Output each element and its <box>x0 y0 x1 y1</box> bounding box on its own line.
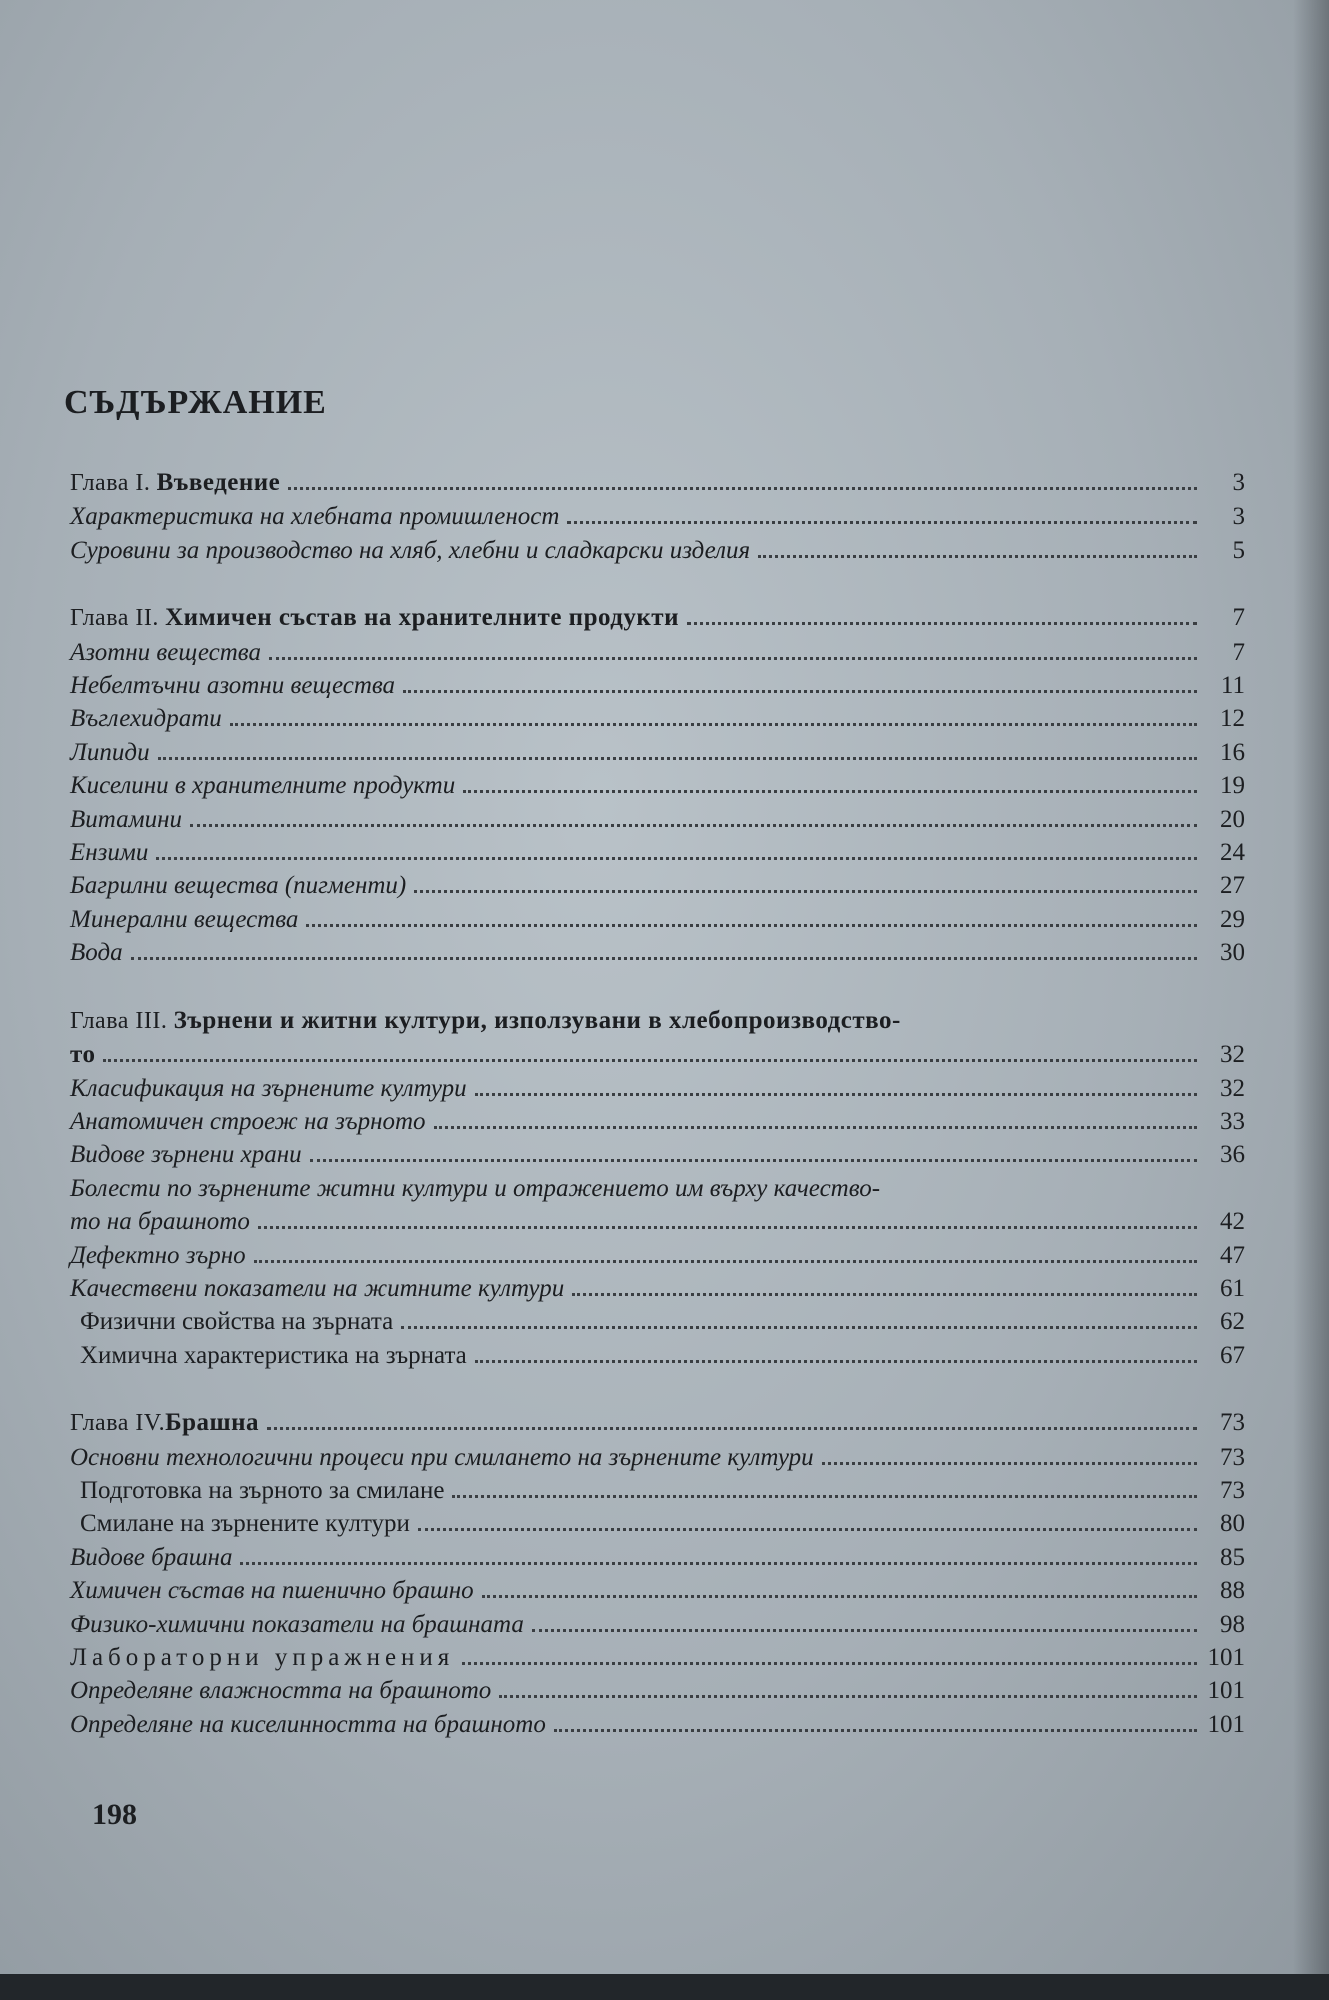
entry-title: Суровини за производство на хляб, хлебни и сладкарски изделия <box>70 536 751 564</box>
dot-leader <box>258 1226 1197 1229</box>
page-ref: 7 <box>1232 638 1245 666</box>
page-ref: 101 <box>1207 1710 1245 1738</box>
chapter-title: Брашна <box>165 1409 260 1437</box>
page-ref: 11 <box>1220 672 1245 700</box>
dot-leader <box>567 521 1197 524</box>
page-ref: 19 <box>1220 772 1245 800</box>
toc-entry <box>70 1441 1245 1474</box>
entry-title: Багрилни вещества (пигменти) <box>70 872 407 900</box>
entry-title: Класификация на зърнените култури <box>70 1074 467 1102</box>
page-ref: 62 <box>1220 1308 1245 1336</box>
page-ref: 3 <box>1232 503 1245 531</box>
entry-title: Азотни вещества <box>70 638 261 666</box>
dot-leader <box>240 1562 1197 1565</box>
chapter-heading <box>70 1406 1245 1440</box>
page-ref: 88 <box>1220 1577 1245 1605</box>
dot-leader <box>131 957 1197 960</box>
dot-leader <box>554 1729 1197 1732</box>
page-ref: 7 <box>1232 604 1245 632</box>
chapter-1-section <box>70 466 1245 567</box>
chapter-heading-continued <box>70 1038 1245 1071</box>
entry-title: Определяне на киселинността на брашното <box>70 1710 546 1738</box>
entry-title: Основни технологични процеси при смилането на зърнените култури <box>70 1443 814 1471</box>
page-ref: 101 <box>1207 1677 1245 1705</box>
chapter-heading <box>70 601 1245 635</box>
toc-entry <box>70 669 1245 702</box>
page-ref: 73 <box>1220 1476 1245 1504</box>
table-of-contents <box>70 466 1245 1775</box>
chapter-3-section <box>70 1004 1245 1372</box>
entry-title: Физични свойства на зърната <box>80 1308 394 1336</box>
toc-entry <box>70 1339 1245 1372</box>
page-ref: 61 <box>1220 1274 1245 1302</box>
toc-entry <box>70 836 1245 869</box>
entry-title: Химична характеристика на зърната <box>80 1341 467 1369</box>
dot-leader <box>103 1059 1197 1062</box>
dot-leader <box>158 757 1197 760</box>
page-ref: 20 <box>1220 805 1245 833</box>
toc-entry <box>70 1305 1245 1338</box>
toc-entry <box>70 1239 1245 1272</box>
chapter-label: Глава IV. <box>70 1410 166 1437</box>
chapter-label: Глава I. <box>70 470 151 496</box>
page-ref: 24 <box>1220 839 1245 867</box>
dot-leader <box>403 690 1197 693</box>
toc-entry <box>70 500 1245 533</box>
page-ref: 47 <box>1220 1241 1245 1269</box>
chapter-label: Глава III. <box>70 1007 168 1034</box>
chapter-heading <box>70 1004 1245 1038</box>
entry-title: Лабораторни упражнения <box>70 1644 455 1671</box>
page-ref: 42 <box>1220 1208 1245 1236</box>
dot-leader <box>306 924 1197 927</box>
page-ref: 73 <box>1220 1443 1245 1471</box>
page-ref: 12 <box>1220 705 1245 733</box>
chapter-2-section <box>70 601 1245 969</box>
toc-entry <box>70 1708 1245 1741</box>
toc-entry <box>70 636 1245 669</box>
toc-entry <box>70 1674 1245 1707</box>
entry-title: Витамини <box>70 805 182 833</box>
page-ref: 33 <box>1220 1107 1245 1135</box>
dot-leader <box>822 1462 1197 1465</box>
dot-leader <box>758 555 1197 558</box>
page-number: 198 <box>92 1798 137 1831</box>
page-ref: 27 <box>1220 872 1245 900</box>
dot-leader <box>254 1260 1197 1263</box>
dot-leader <box>475 1093 1197 1096</box>
dot-leader <box>499 1695 1197 1698</box>
toc-entry <box>70 903 1245 936</box>
dot-leader <box>572 1293 1197 1296</box>
dot-leader <box>267 1427 1197 1430</box>
entry-title: Видове зърнени храни <box>70 1141 302 1169</box>
entry-title: Видове брашна <box>70 1543 233 1571</box>
entry-title: Липиди <box>70 738 150 766</box>
entry-title: Смилане на зърнените култури <box>80 1510 410 1538</box>
toc-entry <box>70 803 1245 836</box>
dot-leader <box>462 1662 1197 1665</box>
toc-entry <box>70 1641 1245 1674</box>
page-ref: 30 <box>1220 939 1245 967</box>
toc-entry <box>70 869 1245 902</box>
entry-title: Характеристика на хлебната промишленост <box>70 503 560 531</box>
toc-entry-wrapped: Болести по зърнените житни култури и отражението им върху качество- <box>70 1174 881 1202</box>
toc-entry <box>70 769 1245 802</box>
toc-entry <box>70 702 1245 735</box>
entry-title: Определяне влажността на брашното <box>70 1677 492 1705</box>
book-bottom-edge <box>0 1974 1329 2000</box>
page-ref: 67 <box>1220 1341 1245 1369</box>
chapter-title: Химичен състав на хранителните продукти <box>165 604 679 632</box>
toc-entry <box>70 1541 1245 1574</box>
chapter-heading <box>70 466 1245 500</box>
entry-title: Химичен състав на пшенично брашно <box>70 1577 474 1605</box>
page-ref: 101 <box>1207 1644 1245 1671</box>
page-ref: 29 <box>1220 905 1245 933</box>
dot-leader <box>687 622 1197 625</box>
toc-entry <box>70 1507 1245 1540</box>
entry-title: Качествени показатели на житните култури <box>70 1274 565 1302</box>
page-ref: 80 <box>1220 1510 1245 1538</box>
chapter-4-section <box>70 1406 1245 1741</box>
dot-leader <box>230 723 1197 726</box>
dot-leader <box>288 487 1197 490</box>
entry-title: Подготовка на зърното за смилане <box>80 1476 445 1504</box>
dot-leader <box>434 1126 1197 1129</box>
chapter-title-continued: то <box>70 1041 96 1069</box>
entry-title: Ензими <box>70 839 149 867</box>
entry-title: Дефектно зърно <box>70 1241 246 1269</box>
toc-entry <box>70 1608 1245 1641</box>
chapter-label: Глава II. <box>70 605 159 632</box>
chapter-title: Зърнени и житни култури, използувани в хлебопроизводство- <box>173 1006 901 1034</box>
entry-title: Киселини в хранителните продукти <box>70 772 456 800</box>
dot-leader <box>414 890 1197 893</box>
entry-title: Небелтъчни азотни вещества <box>70 672 396 700</box>
page-ref: 32 <box>1220 1074 1245 1102</box>
dot-leader <box>475 1360 1197 1363</box>
toc-entry <box>70 1105 1245 1138</box>
page-ref: 73 <box>1220 1409 1245 1437</box>
dot-leader <box>190 824 1197 827</box>
dot-leader <box>482 1595 1197 1598</box>
dot-leader <box>310 1159 1197 1162</box>
toc-entry <box>70 1474 1245 1507</box>
entry-title: Въглехидрати <box>70 705 222 733</box>
page-edge-shadow <box>1293 0 1329 2000</box>
toc-entry <box>70 736 1245 769</box>
dot-leader <box>463 790 1197 793</box>
entry-title: Анатомичен строеж на зърното <box>70 1107 426 1135</box>
page-ref: 36 <box>1220 1141 1245 1169</box>
page-title: СЪДЪРЖАНИЕ <box>64 384 327 421</box>
entry-title: Минерални вещества <box>70 905 299 933</box>
page-ref: 5 <box>1232 536 1245 564</box>
toc-entry <box>70 1272 1245 1305</box>
toc-entry <box>70 1574 1245 1607</box>
dot-leader <box>269 657 1197 660</box>
toc-entry-continued <box>70 1205 1245 1238</box>
dot-leader <box>532 1629 1197 1632</box>
page-ref: 16 <box>1220 738 1245 766</box>
dot-leader <box>401 1326 1197 1329</box>
page-ref: 98 <box>1220 1610 1245 1638</box>
entry-title-continued: то на брашното <box>70 1208 250 1236</box>
toc-entry <box>70 1138 1245 1171</box>
toc-entry <box>70 534 1245 567</box>
dot-leader <box>418 1528 1197 1531</box>
entry-title: Физико-химични показатели на брашната <box>70 1610 524 1638</box>
page-ref: 3 <box>1232 469 1245 496</box>
dot-leader <box>156 857 1197 860</box>
chapter-title: Въведение <box>156 469 281 496</box>
page-ref: 85 <box>1220 1543 1245 1571</box>
page-ref: 32 <box>1220 1041 1245 1069</box>
toc-entry <box>70 1072 1245 1105</box>
dot-leader <box>452 1495 1197 1498</box>
toc-entry <box>70 936 1245 969</box>
entry-title: Вода <box>70 939 123 967</box>
